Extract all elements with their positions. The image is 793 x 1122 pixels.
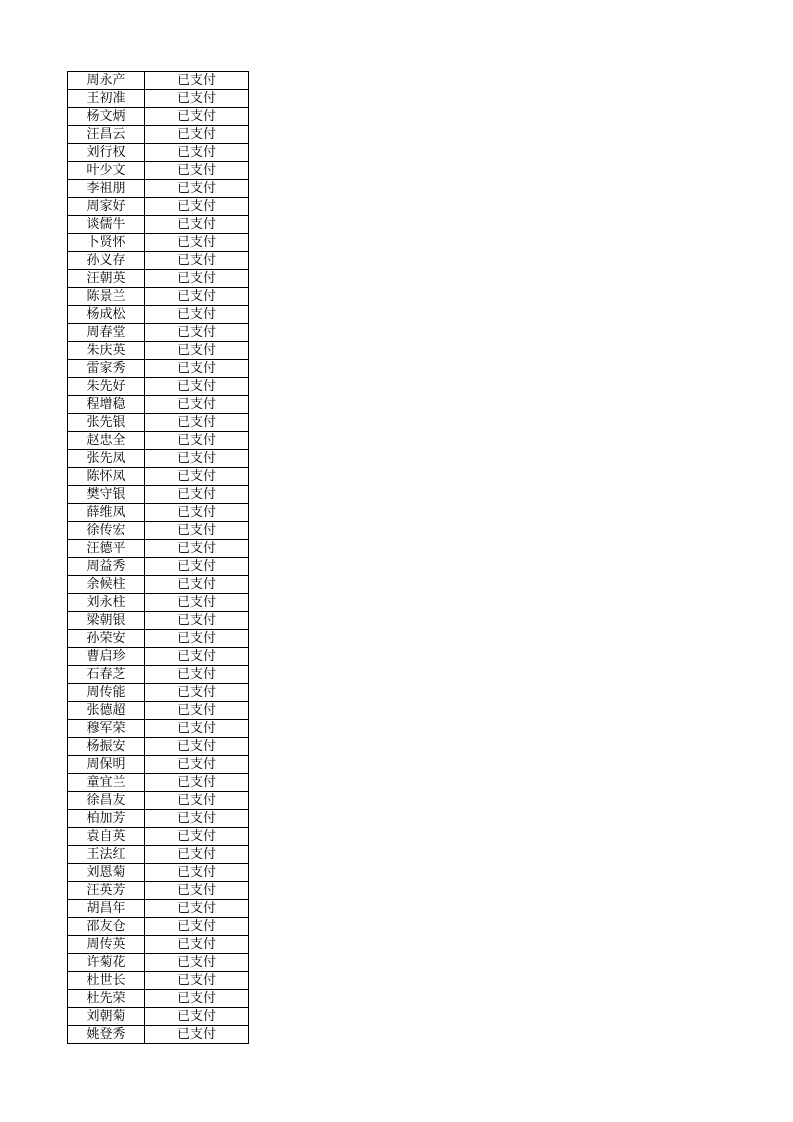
name-cell: 童宜兰 — [68, 774, 145, 792]
table-row — [68, 648, 249, 666]
table-row — [68, 486, 249, 504]
table-row — [68, 432, 249, 450]
name-cell: 杨文炳 — [68, 108, 145, 126]
payment-status-cell: 已支付 — [145, 342, 249, 360]
name-cell: 徐昌友 — [68, 792, 145, 810]
name-cell: 周永产 — [68, 72, 145, 90]
name-cell: 陈景兰 — [68, 288, 145, 306]
payment-status-cell: 已支付 — [145, 432, 249, 450]
payment-status-cell: 已支付 — [145, 198, 249, 216]
name-cell: 徐传宏 — [68, 522, 145, 540]
name-cell: 杨成松 — [68, 306, 145, 324]
table-row — [68, 288, 249, 306]
name-cell: 张先银 — [68, 414, 145, 432]
name-cell: 谈儒牛 — [68, 216, 145, 234]
payment-status-cell: 已支付 — [145, 540, 249, 558]
name-cell: 杜世长 — [68, 972, 145, 990]
name-cell: 许菊花 — [68, 954, 145, 972]
table-row — [68, 1008, 249, 1026]
name-cell: 周传英 — [68, 936, 145, 954]
name-cell: 袁自英 — [68, 828, 145, 846]
table-row — [68, 180, 249, 198]
name-cell: 汪德平 — [68, 540, 145, 558]
payment-status-cell: 已支付 — [145, 792, 249, 810]
name-cell: 周春堂 — [68, 324, 145, 342]
name-cell: 刘行权 — [68, 144, 145, 162]
table-row — [68, 810, 249, 828]
name-cell: 石春芝 — [68, 666, 145, 684]
payment-status-cell: 已支付 — [145, 126, 249, 144]
table-row — [68, 306, 249, 324]
payment-status-cell: 已支付 — [145, 522, 249, 540]
payment-status-cell: 已支付 — [145, 648, 249, 666]
payment-status-cell: 已支付 — [145, 558, 249, 576]
payment-status-cell: 已支付 — [145, 828, 249, 846]
payment-status-cell: 已支付 — [145, 846, 249, 864]
name-cell: 孙义存 — [68, 252, 145, 270]
payment-status-cell: 已支付 — [145, 72, 249, 90]
table-row — [68, 936, 249, 954]
payment-status-cell: 已支付 — [145, 1026, 249, 1044]
payment-status-cell: 已支付 — [145, 630, 249, 648]
table-row — [68, 198, 249, 216]
payment-table — [67, 71, 249, 1044]
table-row — [68, 234, 249, 252]
table-row — [68, 126, 249, 144]
payment-status-cell: 已支付 — [145, 756, 249, 774]
payment-status-cell: 已支付 — [145, 990, 249, 1008]
table-row — [68, 846, 249, 864]
payment-status-cell: 已支付 — [145, 90, 249, 108]
name-cell: 周保明 — [68, 756, 145, 774]
table-row — [68, 828, 249, 846]
payment-status-cell: 已支付 — [145, 972, 249, 990]
payment-status-cell: 已支付 — [145, 882, 249, 900]
name-cell: 雷家秀 — [68, 360, 145, 378]
table-row — [68, 882, 249, 900]
payment-status-cell: 已支付 — [145, 774, 249, 792]
table-row — [68, 864, 249, 882]
table-row — [68, 630, 249, 648]
payment-status-cell: 已支付 — [145, 234, 249, 252]
payment-status-cell: 已支付 — [145, 504, 249, 522]
table-row — [68, 918, 249, 936]
name-cell: 赵忠全 — [68, 432, 145, 450]
table-row — [68, 576, 249, 594]
name-cell: 汪英芳 — [68, 882, 145, 900]
payment-status-cell: 已支付 — [145, 684, 249, 702]
payment-status-cell: 已支付 — [145, 702, 249, 720]
payment-status-cell: 已支付 — [145, 450, 249, 468]
table-row — [68, 558, 249, 576]
payment-status-cell: 已支付 — [145, 108, 249, 126]
payment-status-cell: 已支付 — [145, 414, 249, 432]
name-cell: 邵友仓 — [68, 918, 145, 936]
name-cell: 周益秀 — [68, 558, 145, 576]
payment-status-cell: 已支付 — [145, 900, 249, 918]
name-cell: 曹启珍 — [68, 648, 145, 666]
name-cell: 王初准 — [68, 90, 145, 108]
table-row — [68, 270, 249, 288]
name-cell: 穆军荣 — [68, 720, 145, 738]
payment-status-cell: 已支付 — [145, 468, 249, 486]
table-row — [68, 360, 249, 378]
table-row — [68, 324, 249, 342]
name-cell: 汪昌云 — [68, 126, 145, 144]
name-cell: 刘朝菊 — [68, 1008, 145, 1026]
name-cell: 朱先好 — [68, 378, 145, 396]
name-cell: 李祖朋 — [68, 180, 145, 198]
payment-status-cell: 已支付 — [145, 936, 249, 954]
table-row — [68, 594, 249, 612]
table-row — [68, 342, 249, 360]
name-cell: 叶少文 — [68, 162, 145, 180]
name-cell: 陈怀凤 — [68, 468, 145, 486]
name-cell: 张德超 — [68, 702, 145, 720]
payment-status-cell: 已支付 — [145, 486, 249, 504]
table-row — [68, 666, 249, 684]
table-row — [68, 90, 249, 108]
payment-status-cell: 已支付 — [145, 576, 249, 594]
name-cell: 姚登秀 — [68, 1026, 145, 1044]
table-row — [68, 774, 249, 792]
name-cell: 王法红 — [68, 846, 145, 864]
name-cell: 薛维凤 — [68, 504, 145, 522]
payment-status-cell: 已支付 — [145, 918, 249, 936]
name-cell: 程增稳 — [68, 396, 145, 414]
name-cell: 柏加芳 — [68, 810, 145, 828]
table-row — [68, 990, 249, 1008]
payment-status-cell: 已支付 — [145, 324, 249, 342]
payment-status-cell: 已支付 — [145, 270, 249, 288]
name-cell: 周传能 — [68, 684, 145, 702]
payment-status-cell: 已支付 — [145, 360, 249, 378]
name-cell: 刘永柱 — [68, 594, 145, 612]
name-cell: 张先凤 — [68, 450, 145, 468]
name-cell: 朱庆英 — [68, 342, 145, 360]
table-row — [68, 252, 249, 270]
payment-status-cell: 已支付 — [145, 162, 249, 180]
name-cell: 胡昌年 — [68, 900, 145, 918]
payment-status-cell: 已支付 — [145, 666, 249, 684]
payment-status-cell: 已支付 — [145, 144, 249, 162]
name-cell: 卜贤怀 — [68, 234, 145, 252]
table-row — [68, 540, 249, 558]
table-row — [68, 792, 249, 810]
table-row — [68, 738, 249, 756]
table-row — [68, 72, 249, 90]
table-row — [68, 522, 249, 540]
payment-status-cell: 已支付 — [145, 738, 249, 756]
name-cell: 周家好 — [68, 198, 145, 216]
table-row — [68, 378, 249, 396]
payment-status-cell: 已支付 — [145, 306, 249, 324]
table-row — [68, 954, 249, 972]
payment-status-cell: 已支付 — [145, 216, 249, 234]
name-cell: 杨振安 — [68, 738, 145, 756]
table-row — [68, 396, 249, 414]
payment-table-body — [68, 72, 249, 1044]
table-row — [68, 900, 249, 918]
table-row — [68, 468, 249, 486]
payment-status-cell: 已支付 — [145, 720, 249, 738]
name-cell: 孙荣安 — [68, 630, 145, 648]
table-row — [68, 162, 249, 180]
name-cell: 梁朝银 — [68, 612, 145, 630]
payment-status-cell: 已支付 — [145, 180, 249, 198]
table-row — [68, 450, 249, 468]
table-row — [68, 414, 249, 432]
table-row — [68, 144, 249, 162]
table-row — [68, 504, 249, 522]
name-cell: 杜先荣 — [68, 990, 145, 1008]
table-row — [68, 216, 249, 234]
payment-status-cell: 已支付 — [145, 864, 249, 882]
payment-status-cell: 已支付 — [145, 954, 249, 972]
payment-status-cell: 已支付 — [145, 288, 249, 306]
table-row — [68, 702, 249, 720]
payment-status-cell: 已支付 — [145, 1008, 249, 1026]
payment-status-cell: 已支付 — [145, 252, 249, 270]
name-cell: 刘恩菊 — [68, 864, 145, 882]
table-row — [68, 972, 249, 990]
payment-status-cell: 已支付 — [145, 396, 249, 414]
table-row — [68, 1026, 249, 1044]
payment-status-cell: 已支付 — [145, 810, 249, 828]
name-cell: 汪朝英 — [68, 270, 145, 288]
table-row — [68, 108, 249, 126]
table-row — [68, 756, 249, 774]
table-row — [68, 720, 249, 738]
table-row — [68, 684, 249, 702]
name-cell: 樊守银 — [68, 486, 145, 504]
payment-status-cell: 已支付 — [145, 378, 249, 396]
payment-status-cell: 已支付 — [145, 612, 249, 630]
payment-status-cell: 已支付 — [145, 594, 249, 612]
name-cell: 余候柱 — [68, 576, 145, 594]
table-row — [68, 612, 249, 630]
